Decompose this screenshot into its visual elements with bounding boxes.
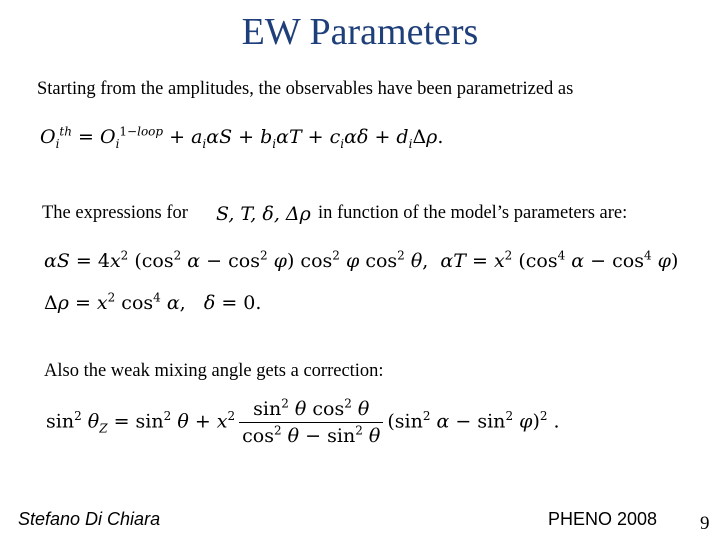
mixing-angle-text: Also the weak mixing angle gets a correction: bbox=[44, 361, 384, 381]
footer-author: Stefano Di Chiara bbox=[18, 509, 161, 529]
slide-title: EW Parameters bbox=[241, 11, 479, 53]
page-number: 9 bbox=[700, 513, 710, 534]
delta-rho-equation: $\Delta\rho = x^2$ $\cos^4 \alpha$, δ = 0. bbox=[44, 290, 262, 314]
alpha-s-t-equation: $\alpha S = 4x^2$ ($\cos^2$ $\alpha - \cos^2 \varphi$) $\cos^2 \varphi$ $\cos^2 \theta$, $\alpha T = x^2$ ($\cos^4$ $\alpha - \cos^4 \varphi$) bbox=[44, 248, 679, 272]
expressions-suffix: in function of the model’s parameters are: bbox=[318, 203, 628, 223]
mixing-angle-equation: $\sin^2 \theta_Z = \sin^2 \theta + x^2$ $\frac{\sin^2 \theta \cos^2 \theta}{\cos^2 \theta - \sin^2 \theta}$ ($\sin^2$ $\alpha - \sin^2 \varphi)^2$ . bbox=[46, 396, 560, 447]
intro-text: Starting from the amplitudes, the observables have been parametrized as bbox=[37, 79, 574, 99]
expressions-prefix: The expressions for bbox=[42, 203, 188, 223]
footer-conference: PHENO 2008 bbox=[548, 509, 658, 529]
expressions-variables: S, T, δ, Δρ bbox=[216, 203, 311, 225]
observables-equation: $O_i^{th} = O_i^{1-loop} + a_i\alpha S + b_i\alpha T + c_i\alpha\delta + d_i\Delta\rho$. bbox=[40, 124, 444, 151]
